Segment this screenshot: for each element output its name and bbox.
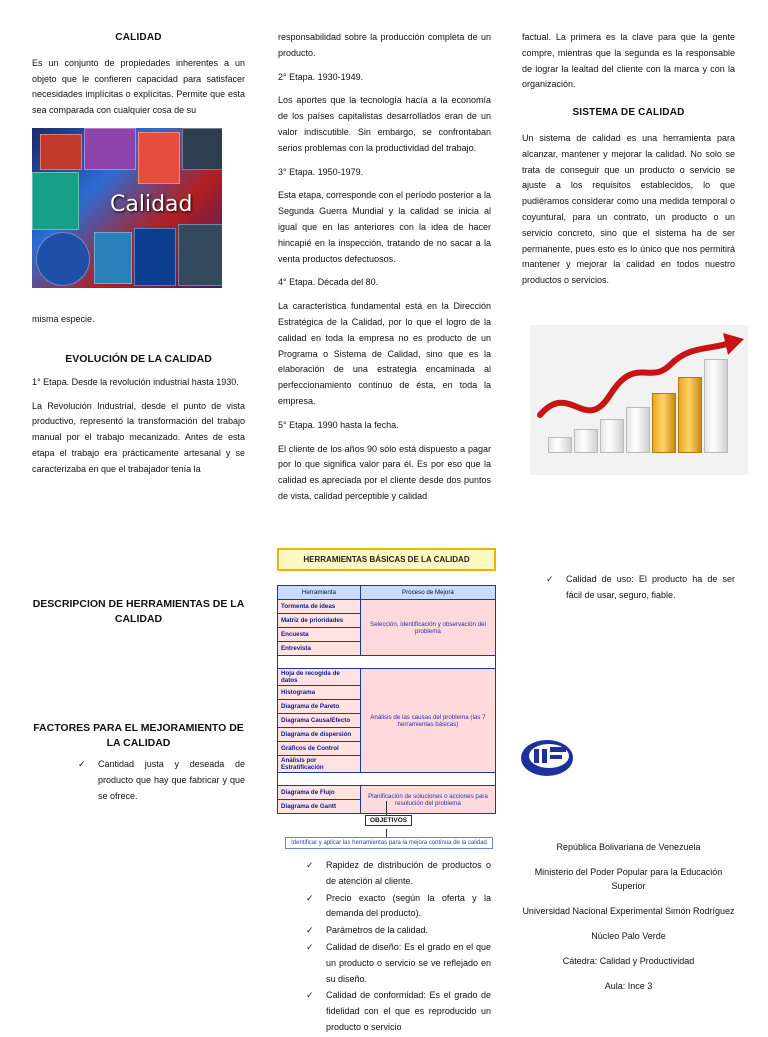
use-list (522, 572, 735, 604)
table-row (278, 600, 496, 614)
column-header-process: Proceso de Mejora (360, 586, 495, 600)
collage-tile (138, 132, 180, 184)
check-icon: ✓ (306, 925, 314, 936)
tool-cell: Histograma (278, 686, 361, 700)
cover-line: República Bolivariana de Venezuela (556, 842, 701, 852)
stage-4-text: La característica fundamental está en la Dirección Estratégica de la Calidad, por lo que el logro de la calidad en toda la empresa no es producto de un Programa o Sistema de Calidad, sino que es la elaboración de una estrategia encaminada al perfeccionamiento continuo de ésta, en toda la empresa. (278, 301, 491, 406)
cover-line: Universidad Nacional Experimental Simón Rodríguez (522, 906, 735, 916)
calidad-title: CALIDAD (115, 32, 162, 43)
satellite-dish-icon (178, 224, 222, 286)
stage-2-text: Los aportes que la tecnología hacía a la economía de los países capitalistas desarrollados eran de un valor indiscutible. Sin embargo, se confrontaban serios problemas con la productividad del trabajo. (278, 95, 491, 153)
column-3-use (522, 572, 735, 605)
stage-1-text: La Revolución Industrial, desde el punto de vista productivo, representó la transformación del trabajo manual por el trabajo mecanizado. Antes de esta etapa el trabajo era prácticamente artesanal y se caracterizaba en que el trabajador tenía la (32, 400, 245, 474)
check-icon: ✓ (306, 860, 314, 870)
column-header-tool: Herramienta (278, 586, 361, 600)
growth-chart-image (530, 325, 748, 475)
factors-list-continued (278, 858, 491, 1036)
check-icon: ✓ (546, 574, 554, 584)
collage-word: Calidad (110, 192, 193, 217)
column-2 (278, 30, 491, 513)
table-header-row (278, 586, 496, 600)
tool-cell: Diagrama de Flujo (278, 786, 361, 800)
cover-line: Cátedra: Calidad y Productividad (562, 956, 695, 966)
column-1-lower (32, 312, 245, 486)
list-item: ✓ Rapidez de distribución de productos o de atención al cliente. (306, 860, 491, 886)
collage-tile (94, 232, 132, 284)
stage-4-heading: 4° Etapa. Década del 80. (278, 277, 379, 288)
list-item: ✓ Calidad de diseño: Es el grado en el que un producto o servicio se ve reflejado en su diseño. (306, 941, 491, 984)
cover-line: Ministerio del Poder Popular para la Educación Superior (534, 867, 723, 891)
list-item: ✓ Cantidad justa y deseada de producto que hay que fabricar y que se ofrece. (78, 759, 245, 801)
system-title: SISTEMA DE CALIDAD (572, 107, 685, 119)
globe-icon (36, 232, 90, 286)
table-gap-row (278, 773, 496, 786)
red-arrow-icon (530, 325, 748, 475)
cover-line: Núcleo Palo Verde (591, 931, 666, 941)
quality-views-text: factual. La primera es la clave para que la gente compre, mientras que la segunda es la responsable de lograr la lealtad del cliente con la marca y con la organización. (522, 32, 735, 90)
collage-tile (84, 128, 136, 170)
tool-cell: Diagrama Causa/Efecto (278, 714, 361, 728)
check-icon: ✓ (78, 759, 86, 769)
tool-cell: Hoja de recogida de datos (278, 669, 361, 686)
collage-tile (32, 172, 79, 230)
column-1 (32, 30, 245, 127)
calidad-collage-image (32, 128, 222, 288)
list-item: ✓ Parámetros de la calidad. (300, 923, 491, 939)
collage-tile (40, 134, 82, 170)
tool-cell: Diagrama de dispersión (278, 728, 361, 742)
stage-5-text: El cliente de los años 90 sólo está dispuesto a pagar por lo que significa valor para él. Es por eso que la calidad es apreciada por el cliente desde dos puntos de vista, calidad perceptible y calidad (278, 443, 491, 501)
tool-cell: Diagrama de Pareto (278, 700, 361, 714)
tool-cell: Matriz de prioridades (278, 614, 361, 628)
process-cell: Planificación de soluciones o acciones para resolución del problema (360, 786, 495, 814)
collage-tile (134, 228, 176, 286)
tools-table-title: HERRAMIENTAS BÁSICAS DE LA CALIDAD (277, 548, 496, 571)
stage-1-heading: 1° Etapa. Desde la revolución industrial hasta 1930. (32, 376, 239, 387)
collage-tile (182, 128, 222, 170)
process-cell: Análisis de las causas del problema (las 7 herramientas básicas) (360, 669, 495, 773)
tool-cell: Entrevista (278, 642, 361, 656)
connector-line (386, 829, 387, 837)
check-icon: ✓ (306, 892, 314, 903)
check-icon: ✓ (306, 941, 314, 952)
table-row (278, 669, 496, 686)
system-text: Un sistema de calidad es una herramienta para alcanzar, mantener y mejorar la calidad. No solo se trata de conseguir que un producto o servicio se ajuste a los requisitos establecidos, lo que pudiéramos considerar como una medida temporal o coyuntural, para un contrato, un producto o un servicio concreto, sino que el sistema ha de ser permanente, pues esto es lo único que nos permitirá mantener y mejorar la calidad en todos nuestro productos o servicios. (522, 132, 735, 286)
objectives-text: Identificar y aplicar las herramientas para la mejora continua de la calidad (285, 837, 493, 849)
tool-cell: Análisis por Estratificación (278, 756, 361, 773)
tool-cell: Diagrama de Gantt (278, 800, 361, 814)
column-3 (522, 30, 735, 297)
process-cell: Selección, identificación y observación del problema (360, 600, 495, 656)
table-row (278, 786, 496, 800)
tool-cell: Gráficos de Control (278, 742, 361, 756)
stage-3-text: Esta etapa, corresponde con el período posterior a la Segunda Guerra Mundial y la calidad se inicia al igual que en las anteriores con la idea de hacer hincapié en la inspección, tratando de no sacar a la venta productos defectuosos. (278, 190, 491, 264)
calidad-definition: Es un conjunto de propiedades inherentes a un objeto que le confieren capacidad para satisfacer necesidades implícitas o explícitas. Permite que esta sea comparada con cualquier cosa de su (32, 57, 245, 116)
check-icon: ✓ (306, 990, 314, 1001)
tools-description-title: DESCRIPCION DE HERRAMIENTAS DE LA CALIDAD (32, 598, 245, 625)
factors-title: FACTORES PARA EL MEJORAMIENTO DE LA CALIDAD (33, 722, 244, 749)
tools-table-figure (277, 548, 496, 814)
tool-cell: Tormenta de ideas (278, 600, 361, 614)
stage-3-heading: 3° Etapa. 1950-1979. (278, 166, 364, 177)
list-item: ✓ Calidad de uso: El producto ha de ser fácil de usar, seguro, fiable. (546, 574, 735, 600)
cover-line: Aula: Ince 3 (604, 981, 653, 991)
cover-info (522, 840, 735, 993)
university-logo-icon (520, 735, 575, 780)
stage-2-heading: 2° Etapa. 1930-1949. (278, 71, 364, 82)
connector-line (386, 801, 387, 815)
list-item: ✓ Calidad de conformidad: Es el grado de fidelidad con el que es reproducido un producto o servicio (306, 990, 491, 1032)
table-gap-row (278, 656, 496, 669)
list-item: ✓ Precio exacto (según la oferta y la demanda del producto). (306, 892, 491, 919)
factors-list (32, 757, 245, 804)
calidad-definition-end: misma especie. (32, 314, 95, 324)
tools-table (277, 585, 496, 814)
stage-1-text-continued: responsabilidad sobre la producción completa de un producto. (278, 32, 491, 58)
stage-5-heading: 5° Etapa. 1990 hasta la fecha. (278, 419, 399, 430)
evolution-title: EVOLUCIÓN DE LA CALIDAD (65, 352, 212, 365)
tool-cell: Encuesta (278, 628, 361, 642)
column-2-bottom (278, 858, 491, 1037)
column-1-bottom (32, 597, 245, 805)
objectives-label: OBJETIVOS (365, 815, 412, 826)
